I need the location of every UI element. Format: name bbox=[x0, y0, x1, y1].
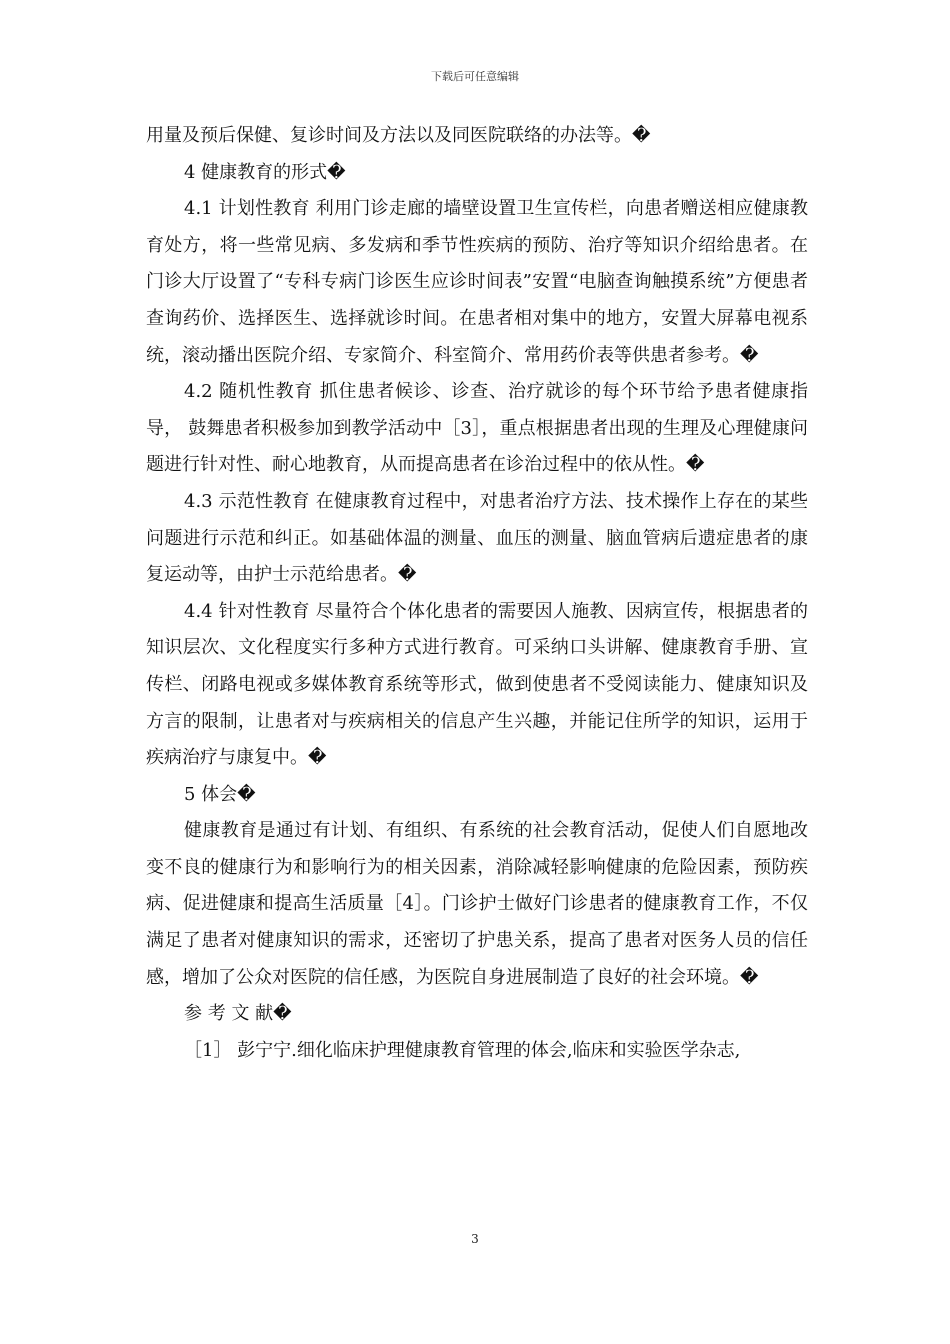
section-heading-5: 5 体会� bbox=[184, 783, 256, 805]
section-heading-4: 4 健康教育的形式� bbox=[184, 161, 346, 183]
subsection-4-2: 4.2 随机性教育 抓住患者候诊、诊查、治疗就诊的每个环节给予患者健康指导， 鼓舞患者积极参加到教学活动中［3］，重点根据患者出现的生理及心理健康问题进行针对性、耐心地教育，从而提高患者在诊治过程中的依从性。� bbox=[146, 381, 808, 476]
page-number: 3 bbox=[471, 1232, 479, 1246]
document-body bbox=[146, 118, 808, 1069]
page-header: 下载后可任意编辑 bbox=[431, 70, 519, 83]
subsection-4-4: 4.4 针对性教育 尽量符合个体化患者的需要因人施教、因病宣传，根据患者的知识层次、文化程度实行多种方式进行教育。可采纳口头讲解、健康教育手册、宣传栏、闭路电视或多媒体教育系统等形式，做到使患者不受阅读能力、健康知识及方言的限制，让患者对与疾病相关的信息产生兴趣，并能记住所学的知识，运用于疾病治疗与康复中。� bbox=[146, 600, 808, 769]
references-title: 参 考 文 献� bbox=[184, 1003, 292, 1025]
subsection-4-1: 4.1 计划性教育 利用门诊走廊的墙壁设置卫生宣传栏，向患者赠送相应健康教育处方，将一些常见病、多发病和季节性疾病的预防、治疗等知识介绍给患者。在门诊大厅设置了“专科专病门诊医生应诊时间表”安置“电脑查询触摸系统”方便患者查询药价、选择医生、选择就诊时间。在患者相对集中的地方，安置大屏幕电视系统，滚动播出医院介绍、专家简介、科室简介、常用药价表等供患者参考。� bbox=[146, 198, 808, 366]
paragraph-continuation: 用量及预后保健、复诊时间及方法以及同医院联络的办法等。� bbox=[146, 125, 651, 146]
reference-item: ［1］ 彭宁宁.细化临床护理健康教育管理的体会,临床和实验医学杂志, bbox=[184, 1039, 741, 1061]
subsection-4-3: 4.3 示范性教育 在健康教育过程中，对患者治疗方法、技术操作上存在的某些问题进行示范和纠正。如基础体温的测量、血压的测量、脑血管病后遗症患者的康复运动等，由护士示范给患者。� bbox=[146, 490, 808, 586]
conclusion-paragraph: 健康教育是通过有计划、有组织、有系统的社会教育活动，促使人们自愿地改变不良的健康行为和影响行为的相关因素，消除减轻影响健康的危险因素，预防疾病、促进健康和提高生活质量［4］。门诊护士做好门诊患者的健康教育工作，不仅满足了患者对健康知识的需求，还密切了护患关系，提高了患者对医务人员的信任感，增加了公众对医院的信任感，为医院自身进展制造了良好的社会环境。� bbox=[146, 820, 808, 988]
